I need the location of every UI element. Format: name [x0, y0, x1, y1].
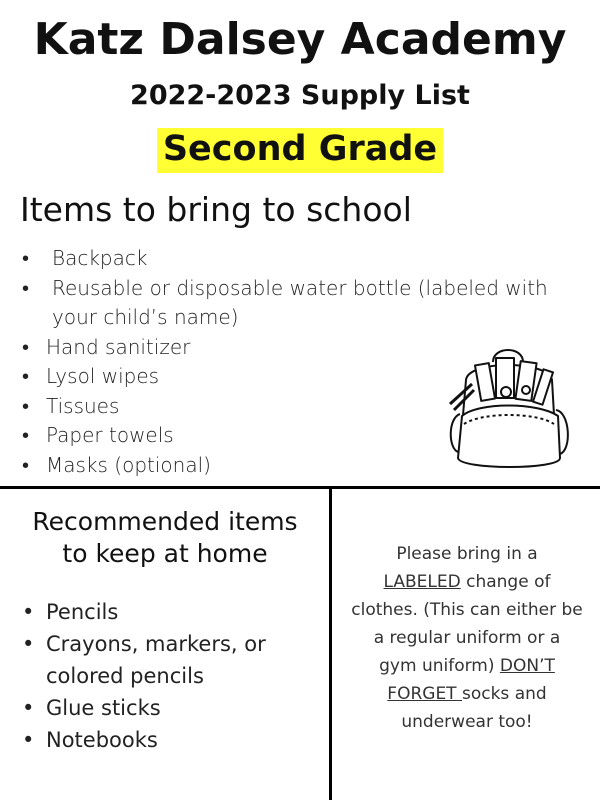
list-item: • Reusable or disposable water bottle (labeled with [20, 274, 580, 304]
bullet-icon: • [22, 334, 30, 359]
list-item: • Paper towels [20, 421, 580, 451]
bring-section-heading: Items to bring to school [20, 190, 412, 229]
list-item-continuation: colored pencils [46, 664, 204, 688]
bullet-icon: • [22, 696, 35, 720]
clothing-note: Please bring in a LABELED change of clothes. (This can either be a regular uniform or a gym uniform) DON’T FORGET socks and underwear too! [351, 544, 583, 732]
bullet-icon: • [22, 246, 30, 270]
bullet-icon: • [22, 393, 30, 418]
bullet-icon: • [22, 632, 35, 656]
list-item: • Glue sticks [20, 692, 320, 724]
grade-label: Second Grade [157, 128, 443, 173]
list-item: • Masks (optional) [20, 451, 580, 481]
page-subtitle: 2022-2023 Supply List [130, 80, 470, 111]
grade-banner [0, 128, 600, 173]
bullet-icon: • [22, 364, 30, 388]
bullet-icon: • [22, 452, 30, 477]
list-item: • Hand sanitizer [20, 333, 580, 363]
list-item: • Notebooks [20, 724, 320, 756]
backpack-illustration-icon [438, 340, 578, 475]
forget-emphasis: FORGET [387, 684, 462, 704]
bullet-icon: • [22, 275, 30, 300]
horizontal-divider [0, 486, 600, 489]
labeled-emphasis: LABELED [383, 572, 461, 592]
list-item: • Tissues [20, 392, 580, 422]
home-list [20, 596, 320, 756]
page-title: Katz Dalsey Academy [33, 14, 567, 65]
list-item: • Lysol wipes [20, 362, 580, 392]
list-item: • Pencils [20, 596, 320, 628]
vertical-divider [329, 486, 332, 800]
bullet-icon: • [22, 728, 35, 752]
bullet-icon: • [22, 600, 35, 624]
bullet-icon: • [22, 423, 30, 447]
list-item: • Crayons, markers, or [20, 628, 320, 660]
list-item-continuation: your child’s name) [52, 305, 239, 329]
dont-emphasis: DON’T [499, 656, 555, 676]
list-item: • Backpack [20, 244, 580, 274]
home-section-heading: Recommended items to keep at home [32, 507, 298, 568]
